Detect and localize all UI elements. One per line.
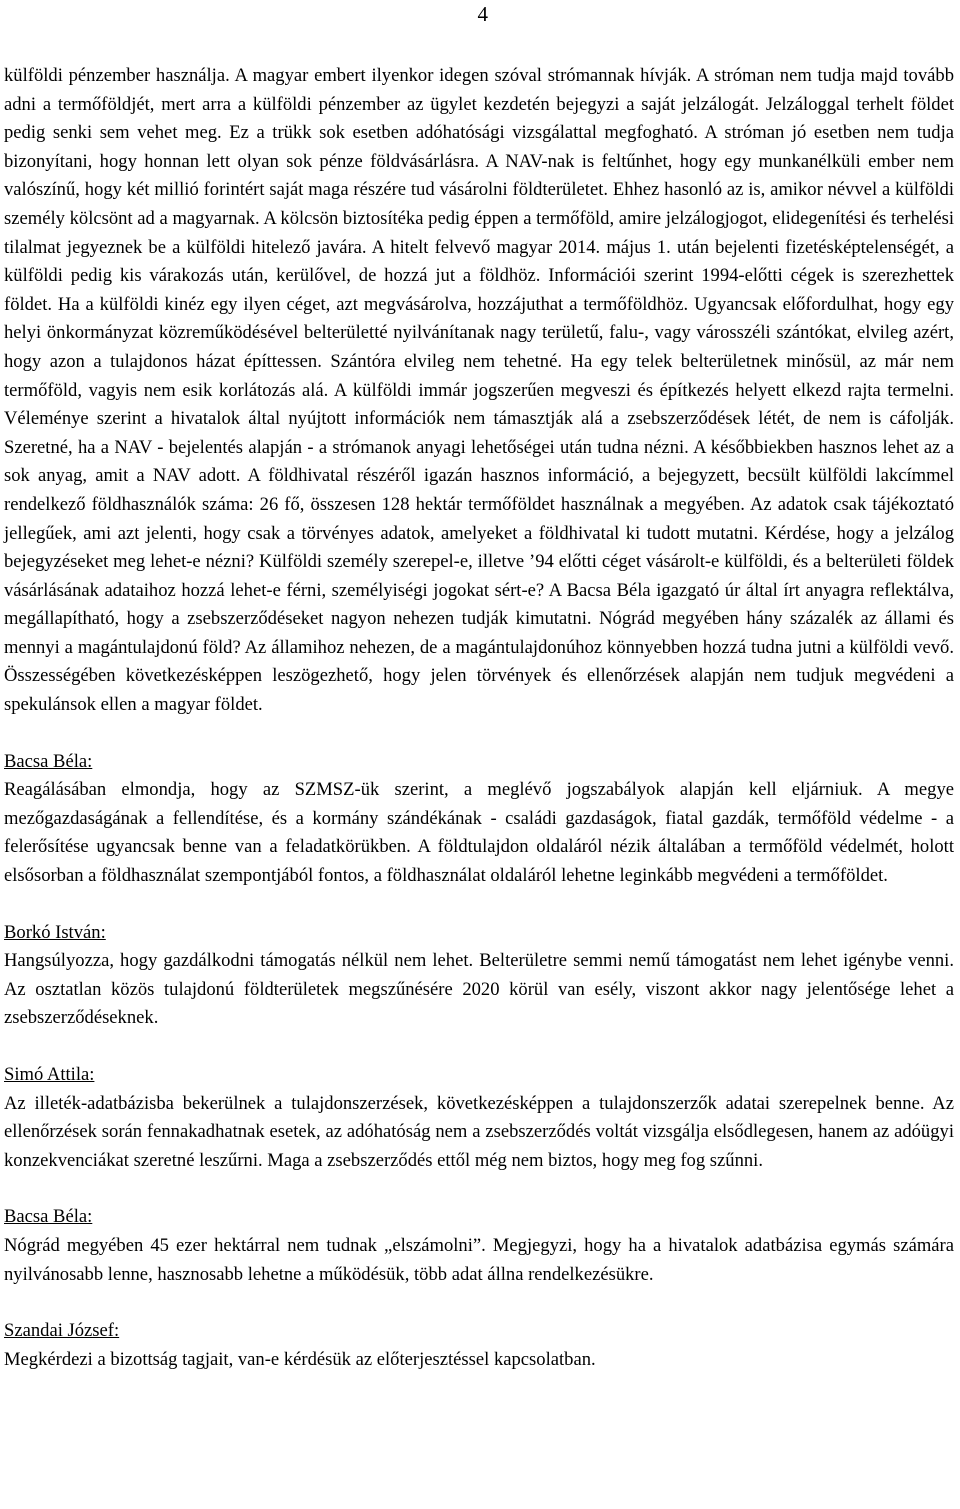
speaker-name: Bacsa Béla: (4, 1206, 93, 1228)
speaker-name: Bacsa Béla: (4, 750, 93, 772)
speaker-paragraph: Megkérdezi a bizottság tagjait, van-e kérdésük az előterjesztéssel kapcsolatban. (4, 1348, 596, 1370)
document-body (4, 62, 954, 1374)
speaker-paragraph: Nógrád megyében 45 ezer hektárral nem tudnak „elszámolni”. Megjegyzi, hogy ha a hivatalok adatbázisa egymás számára nyilvánosabb lenne, hasznosabb lehetne a működésük, több adat állna rendelkezésükre. (4, 1234, 954, 1285)
paragraph-intro: külföldi pénzember használja. A magyar embert ilyenkor idegen szóval strómannak hívják. A stróman nem tudja majd tovább adni a termőföldjét, mert arra a külföldi pénzember az ügylet kezdetén bejegyzi a saját jelzálogát. Jelzáloggal terhelt földet pedig senki sem vehet meg. Ez a trükk sok esetben adóhatósági vizsgálattal megfogható. A stróman jó esetben nem tudja bizonyítani, hogy honnan lett olyan sok pénze földvásárlásra. A NAV-nak is feltűnhet, hogy egy munkanélküli ember nem valószínű, hogy két millió forintért saját maga részére tud vásárolni földterületet. Ehhez hasonló az is, amikor névvel a külföldi személy kölcsönt ad a magyarnak. A kölcsön biztosítéka pedig éppen a termőföld, amire jelzálogjogot, elidegenítési és terhelési tilalmat jegyeznek be a külföldi hitelező javára. A hitelt felvevő magyar 2014. május 1. után bejelenti fizetésképtelenségét, a külföldi pedig kis várakozás után, kerülővel, de hozzá jut a földhöz. Információi szerint 1994-előtti cégek is szerezhettek földet. Ha a külföldi kinéz egy ilyen céget, azt megvásárolva, hozzájuthat a termőföldhöz. Ugyancsak előfordulhat, hogy egy helyi önkormányzat közreműködésével belterületté nyilvánítanak nagy területű, falu-, vagy városszéli szántókat, elvileg azért, hogy azon a tulajdonos házat építtessen. Szántóra elvileg nem tehetné. Ha egy telek belterületnek minősül, az már nem termőföld, vagyis nem esik korlátozás alá. A külföldi immár jogszerűen megveszi és építkezés helyett elkezd rajta termelni. Véleménye szerint a hivatalok által nyújtott információk nem támasztják alá a zsebszerződések létét, de nem is cáfolják. Szeretné, ha a NAV - bejelentés alapján - a strómanok anyagi lehetőségei után tudna nézni. A későbbiekben hasznos lehet az a sok anyag, amit a NAV adott. A földhivatal részéről igazán hasznos információ, a bejegyzett, becsült külföldi lakcímmel rendelkező földhasználók száma: 26 fő, összesen 128 hektár termőföldet használnak a megyében. Az adatok csak tájékoztató jellegűek, ami azt jelenti, hogy csak a törvényes adatok, amelyeket a földhivatal ki tudott mutatni. Kérdése, hogy a jelzálog bejegyzéseket meg lehet-e nézni? Külföldi személy szerepel-e, illetve ’94 előtti céget vásárolt-e külföldi, és a belterületi földek vásárlásának adataihoz hozzá lehet-e férni, személyiségi jogokat sért-e? A Bacsa Béla igazgató úr által írt anyagra reflektálva, megállapítható, hogy a zsebszerződéseket nagyon nehezen tudják kimutatni. Nógrád megyében hány százalék az állami és mennyi a magántulajdonú föld? Az államihoz nehezen, de a magántulajdonúhoz könnyebben hozzá tudna jutni a külföldi vevő. Összességében következésképpen leszögezhető, hogy jelen törvények és ellenőrzések alapján nem tudjuk megvédeni a spekulánsok ellen a magyar földet. (4, 65, 954, 716)
speaker-name: Szandai József: (4, 1320, 120, 1342)
speaker-paragraph: Reagálásában elmondja, hogy az SZMSZ-ük szerint, a meglévő jogszabályok alapján kell eljárniuk. A megye mezőgazdaságának a fellendítése, és a kormány szándékának - családi gazdaságok, fiatal gazdák, termőföld védelme - a felerősítése ugyancsak benne van a feladatkörükben. A földtulajdon oldaláról nézik általában a termőföld védelmét, holott elsősorban a földhasználat szempontjából fontos, a földhasználat oldaláról lehetne leginkább megvédeni a termőföldet. (4, 779, 954, 887)
speaker-paragraph: Hangsúlyozza, hogy gazdálkodni támogatás nélkül nem lehet. Belterületre semmi nemű támogatást nem lehet igénybe venni. Az osztatlan közös tulajdonú földterületek megszűnésére 2020 körül van esély, viszont akkor nagy jelentősége lehet a zsebszerződéseknek. (4, 950, 954, 1029)
page-number: 4 (477, 2, 488, 26)
speaker-name: Simó Attila: (4, 1064, 95, 1085)
speaker-paragraph: Az illeték-adatbázisba bekerülnek a tulajdonszerzések, következésképpen a tulajdonszerzők adatai szerepelnek benne. Az ellenőrzések során fennakadhatnak esetek, az adóhatóság nem a zsebszerződés voltát vizsgálja elsődlegesen, hanem az adóügyi konzekvenciákat szeretné leszűrni. Maga a zsebszerződés ettől még nem biztos, hogy meg fog szűnni. (4, 1092, 954, 1171)
speaker-name: Borkó István: (4, 921, 106, 943)
